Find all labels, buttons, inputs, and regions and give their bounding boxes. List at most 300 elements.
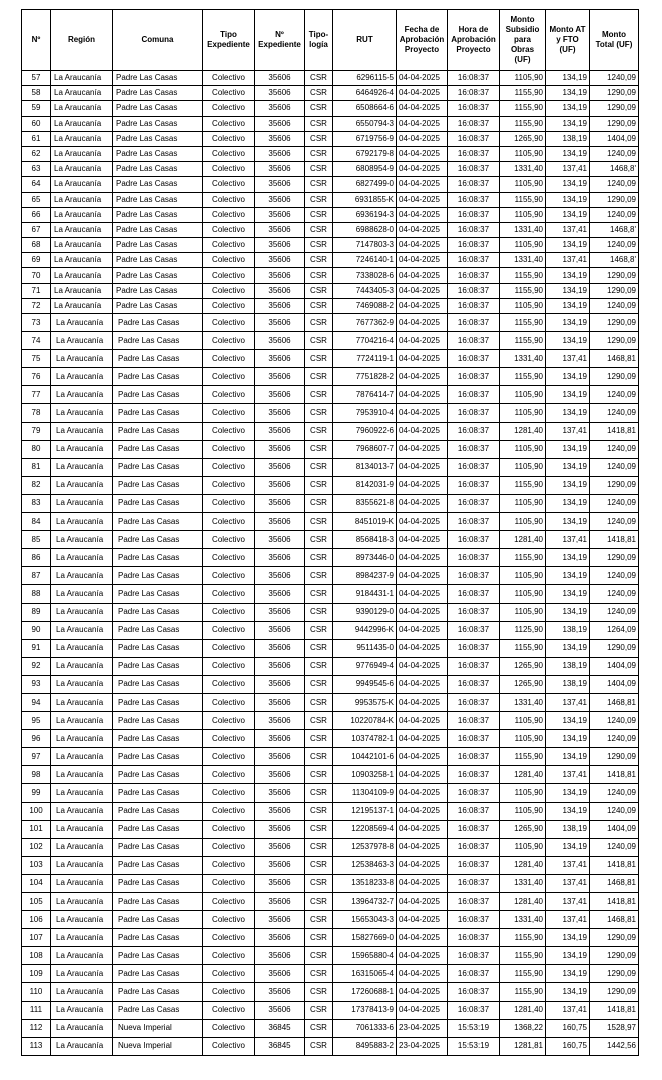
cell-hora-aprobacion: 16:08:37: [448, 476, 500, 494]
data-sheet: [21, 9, 639, 1056]
cell-tipo-expediente: Colectivo: [203, 639, 255, 657]
cell-comuna: Padre Las Casas: [113, 693, 203, 711]
cell-numero-expediente: 35606: [255, 748, 305, 766]
cell-tipo-expediente: Colectivo: [203, 929, 255, 947]
cell-numero-expediente: 35606: [255, 101, 305, 116]
cell-region: La Araucanía: [51, 911, 113, 929]
cell-monto-at-fto: 138,19: [546, 131, 590, 146]
cell-comuna: Padre Las Casas: [113, 838, 203, 856]
cell-monto-at-fto: 134,19: [546, 458, 590, 476]
cell-hora-aprobacion: 16:08:37: [448, 283, 500, 298]
cell-fecha-aprobacion: 04-04-2025: [397, 1001, 448, 1019]
cell-comuna: Padre Las Casas: [113, 712, 203, 730]
cell-tipo-expediente: Colectivo: [203, 177, 255, 192]
cell-monto-total: 1290,09: [590, 965, 639, 983]
cell-comuna: Padre Las Casas: [113, 766, 203, 784]
cell-numero-expediente: 35606: [255, 192, 305, 207]
cell-comuna: Padre Las Casas: [113, 86, 203, 101]
cell-tipo-expediente: Colectivo: [203, 621, 255, 639]
table-row: [22, 71, 639, 86]
cell-comuna: Padre Las Casas: [113, 71, 203, 86]
cell-monto-subsidio: 1331,40: [500, 162, 546, 177]
cell-monto-subsidio: 1155,90: [500, 368, 546, 386]
cell-monto-subsidio: 1331,40: [500, 911, 546, 929]
cell-monto-at-fto: 134,19: [546, 639, 590, 657]
cell-monto-subsidio: 1281,40: [500, 893, 546, 911]
cell-tipo-expediente: Colectivo: [203, 567, 255, 585]
cell-monto-at-fto: 134,19: [546, 298, 590, 313]
cell-tipo-expediente: Colectivo: [203, 494, 255, 512]
cell-tipo-expediente: Colectivo: [203, 131, 255, 146]
cell-monto-at-fto: 137,41: [546, 856, 590, 874]
cell-hora-aprobacion: 16:08:37: [448, 386, 500, 404]
cell-tipo-expediente: Colectivo: [203, 802, 255, 820]
table-row: [22, 207, 639, 222]
cell-hora-aprobacion: 16:08:37: [448, 101, 500, 116]
cell-hora-aprobacion: 16:08:37: [448, 585, 500, 603]
cell-rut: 15965880-4: [333, 947, 397, 965]
cell-numero-expediente: 35606: [255, 820, 305, 838]
cell-hora-aprobacion: 16:08:37: [448, 238, 500, 253]
cell-fecha-aprobacion: 04-04-2025: [397, 177, 448, 192]
table-row: [22, 531, 639, 549]
cell-region: La Araucanía: [51, 838, 113, 856]
cell-hora-aprobacion: 16:08:37: [448, 766, 500, 784]
cell-region: La Araucanía: [51, 1019, 113, 1037]
cell-hora-aprobacion: 16:08:37: [448, 422, 500, 440]
cell-numero: 109: [22, 965, 51, 983]
cell-hora-aprobacion: 16:08:37: [448, 494, 500, 512]
cell-monto-subsidio: 1155,90: [500, 192, 546, 207]
cell-comuna: Padre Las Casas: [113, 146, 203, 161]
cell-numero-expediente: 36845: [255, 1037, 305, 1055]
cell-rut: 7751828-2: [333, 368, 397, 386]
cell-tipo-expediente: Colectivo: [203, 116, 255, 131]
cell-region: La Araucanía: [51, 268, 113, 283]
cell-region: La Araucanía: [51, 712, 113, 730]
cell-numero-expediente: 35606: [255, 314, 305, 332]
cell-fecha-aprobacion: 04-04-2025: [397, 639, 448, 657]
table-row: [22, 730, 639, 748]
cell-hora-aprobacion: 16:08:37: [448, 929, 500, 947]
cell-region: La Araucanía: [51, 283, 113, 298]
cell-comuna: Padre Las Casas: [113, 162, 203, 177]
cell-numero: 111: [22, 1001, 51, 1019]
cell-hora-aprobacion: 15:53:19: [448, 1019, 500, 1037]
cell-rut: 7704216-4: [333, 332, 397, 350]
cell-monto-at-fto: 134,19: [546, 116, 590, 131]
cell-fecha-aprobacion: 04-04-2025: [397, 820, 448, 838]
cell-monto-subsidio: 1105,90: [500, 513, 546, 531]
cell-hora-aprobacion: 16:08:37: [448, 621, 500, 639]
cell-fecha-aprobacion: 04-04-2025: [397, 603, 448, 621]
cell-hora-aprobacion: 16:08:37: [448, 730, 500, 748]
cell-region: La Araucanía: [51, 603, 113, 621]
cell-comuna: Padre Las Casas: [113, 675, 203, 693]
cell-hora-aprobacion: 16:08:37: [448, 784, 500, 802]
cell-region: La Araucanía: [51, 207, 113, 222]
cell-comuna: Padre Las Casas: [113, 657, 203, 675]
cell-fecha-aprobacion: 04-04-2025: [397, 192, 448, 207]
cell-tipologia: CSR: [305, 458, 333, 476]
cell-rut: 10442101-6: [333, 748, 397, 766]
cell-monto-total: 1290,09: [590, 929, 639, 947]
cell-tipo-expediente: Colectivo: [203, 1001, 255, 1019]
cell-numero-expediente: 35606: [255, 476, 305, 494]
cell-monto-at-fto: 138,19: [546, 675, 590, 693]
cell-tipologia: CSR: [305, 192, 333, 207]
cell-rut: 9390129-0: [333, 603, 397, 621]
cell-tipologia: CSR: [305, 802, 333, 820]
cell-monto-at-fto: 134,19: [546, 947, 590, 965]
cell-numero: 85: [22, 531, 51, 549]
cell-numero-expediente: 35606: [255, 71, 305, 86]
cell-monto-subsidio: 1281,40: [500, 531, 546, 549]
cell-monto-subsidio: 1155,90: [500, 332, 546, 350]
cell-fecha-aprobacion: 04-04-2025: [397, 621, 448, 639]
cell-monto-at-fto: 137,41: [546, 222, 590, 237]
cell-numero: 88: [22, 585, 51, 603]
table-row: [22, 476, 639, 494]
cell-monto-total: 1418,81: [590, 422, 639, 440]
cell-numero-expediente: 35606: [255, 404, 305, 422]
cell-fecha-aprobacion: 04-04-2025: [397, 947, 448, 965]
cell-monto-total: 1240,09: [590, 784, 639, 802]
cell-tipologia: CSR: [305, 386, 333, 404]
table-row: [22, 177, 639, 192]
cell-monto-subsidio: 1155,90: [500, 116, 546, 131]
cell-monto-subsidio: 1105,90: [500, 177, 546, 192]
cell-region: La Araucanía: [51, 513, 113, 531]
cell-fecha-aprobacion: 04-04-2025: [397, 929, 448, 947]
cell-monto-subsidio: 1281,40: [500, 1001, 546, 1019]
table-row: [22, 458, 639, 476]
cell-monto-total: 1240,09: [590, 207, 639, 222]
cell-numero: 58: [22, 86, 51, 101]
cell-tipo-expediente: Colectivo: [203, 386, 255, 404]
cell-numero-expediente: 35606: [255, 893, 305, 911]
table-row: [22, 766, 639, 784]
cell-tipo-expediente: Colectivo: [203, 1019, 255, 1037]
cell-monto-total: 1468,81: [590, 911, 639, 929]
cell-comuna: Padre Las Casas: [113, 386, 203, 404]
cell-monto-total: 1240,09: [590, 730, 639, 748]
table-row: [22, 585, 639, 603]
cell-monto-subsidio: 1105,90: [500, 238, 546, 253]
cell-monto-total: 1240,09: [590, 838, 639, 856]
cell-monto-total: 1404,09: [590, 675, 639, 693]
cell-comuna: Padre Las Casas: [113, 911, 203, 929]
header-monto-at-fto: Monto AT y FTO (UF): [546, 10, 590, 71]
cell-numero: 74: [22, 332, 51, 350]
cell-fecha-aprobacion: 04-04-2025: [397, 238, 448, 253]
cell-monto-at-fto: 134,19: [546, 585, 590, 603]
cell-tipologia: CSR: [305, 965, 333, 983]
cell-tipo-expediente: Colectivo: [203, 838, 255, 856]
cell-region: La Araucanía: [51, 404, 113, 422]
cell-monto-subsidio: 1105,90: [500, 146, 546, 161]
cell-comuna: Padre Las Casas: [113, 730, 203, 748]
cell-numero-expediente: 35606: [255, 947, 305, 965]
cell-comuna: Padre Las Casas: [113, 116, 203, 131]
cell-fecha-aprobacion: 04-04-2025: [397, 253, 448, 268]
cell-hora-aprobacion: 16:08:37: [448, 820, 500, 838]
cell-tipologia: CSR: [305, 146, 333, 161]
cell-tipo-expediente: Colectivo: [203, 162, 255, 177]
cell-tipologia: CSR: [305, 983, 333, 1001]
cell-monto-at-fto: 134,19: [546, 784, 590, 802]
cell-rut: 13964732-7: [333, 893, 397, 911]
table-row: [22, 603, 639, 621]
cell-fecha-aprobacion: 04-04-2025: [397, 893, 448, 911]
cell-tipo-expediente: Colectivo: [203, 404, 255, 422]
table-row: [22, 298, 639, 313]
cell-numero: 110: [22, 983, 51, 1001]
cell-region: La Araucanía: [51, 71, 113, 86]
cell-tipo-expediente: Colectivo: [203, 146, 255, 161]
cell-monto-at-fto: 134,19: [546, 146, 590, 161]
header-monto-total: Monto Total (UF): [590, 10, 639, 71]
cell-tipologia: CSR: [305, 162, 333, 177]
cell-tipologia: CSR: [305, 476, 333, 494]
cell-rut: 13518233-8: [333, 874, 397, 892]
cell-numero-expediente: 35606: [255, 513, 305, 531]
cell-comuna: Padre Las Casas: [113, 177, 203, 192]
cell-numero: 64: [22, 177, 51, 192]
cell-hora-aprobacion: 16:08:37: [448, 549, 500, 567]
cell-region: La Araucanía: [51, 965, 113, 983]
cell-hora-aprobacion: 16:08:37: [448, 177, 500, 192]
cell-tipo-expediente: Colectivo: [203, 748, 255, 766]
table-row: [22, 567, 639, 585]
cell-comuna: Padre Las Casas: [113, 549, 203, 567]
cell-fecha-aprobacion: 04-04-2025: [397, 131, 448, 146]
cell-region: La Araucanía: [51, 350, 113, 368]
table-row: [22, 784, 639, 802]
cell-numero-expediente: 35606: [255, 131, 305, 146]
cell-tipo-expediente: Colectivo: [203, 86, 255, 101]
cell-numero-expediente: 35606: [255, 567, 305, 585]
cell-region: La Araucanía: [51, 386, 113, 404]
cell-monto-at-fto: 134,19: [546, 965, 590, 983]
cell-tipo-expediente: Colectivo: [203, 422, 255, 440]
cell-monto-subsidio: 1105,90: [500, 802, 546, 820]
cell-hora-aprobacion: 16:08:37: [448, 712, 500, 730]
cell-tipo-expediente: Colectivo: [203, 585, 255, 603]
cell-monto-subsidio: 1105,90: [500, 71, 546, 86]
cell-monto-at-fto: 134,19: [546, 838, 590, 856]
cell-hora-aprobacion: 16:08:37: [448, 567, 500, 585]
cell-numero: 63: [22, 162, 51, 177]
cell-numero: 76: [22, 368, 51, 386]
cell-monto-at-fto: 137,41: [546, 766, 590, 784]
cell-fecha-aprobacion: 04-04-2025: [397, 730, 448, 748]
cell-rut: 9776949-4: [333, 657, 397, 675]
cell-numero: 59: [22, 101, 51, 116]
cell-monto-subsidio: 1331,40: [500, 350, 546, 368]
cell-comuna: Padre Las Casas: [113, 314, 203, 332]
cell-tipologia: CSR: [305, 730, 333, 748]
cell-rut: 15653043-3: [333, 911, 397, 929]
cell-region: La Araucanía: [51, 639, 113, 657]
cell-numero-expediente: 35606: [255, 929, 305, 947]
cell-tipo-expediente: Colectivo: [203, 458, 255, 476]
cell-numero: 72: [22, 298, 51, 313]
cell-fecha-aprobacion: 04-04-2025: [397, 207, 448, 222]
cell-fecha-aprobacion: 04-04-2025: [397, 162, 448, 177]
table-row: [22, 146, 639, 161]
cell-rut: 10220784-K: [333, 712, 397, 730]
cell-monto-at-fto: 134,19: [546, 332, 590, 350]
cell-hora-aprobacion: 16:08:37: [448, 404, 500, 422]
cell-tipologia: CSR: [305, 585, 333, 603]
cell-tipologia: CSR: [305, 639, 333, 657]
cell-fecha-aprobacion: 04-04-2025: [397, 766, 448, 784]
cell-monto-subsidio: 1105,90: [500, 567, 546, 585]
table-row: [22, 838, 639, 856]
cell-comuna: Padre Las Casas: [113, 639, 203, 657]
cell-tipologia: CSR: [305, 603, 333, 621]
cell-tipo-expediente: Colectivo: [203, 513, 255, 531]
cell-monto-at-fto: 138,19: [546, 621, 590, 639]
cell-hora-aprobacion: 16:08:37: [448, 693, 500, 711]
cell-monto-total: 1290,09: [590, 116, 639, 131]
cell-tipo-expediente: Colectivo: [203, 603, 255, 621]
cell-tipo-expediente: Colectivo: [203, 712, 255, 730]
cell-tipologia: CSR: [305, 549, 333, 567]
cell-comuna: Padre Las Casas: [113, 1001, 203, 1019]
cell-monto-at-fto: 137,41: [546, 422, 590, 440]
cell-rut: 12538463-3: [333, 856, 397, 874]
cell-monto-subsidio: 1265,90: [500, 820, 546, 838]
cell-numero: 95: [22, 712, 51, 730]
cell-rut: 7338028-6: [333, 268, 397, 283]
cell-numero: 101: [22, 820, 51, 838]
cell-monto-at-fto: 137,41: [546, 893, 590, 911]
cell-monto-total: 1404,09: [590, 820, 639, 838]
cell-numero: 103: [22, 856, 51, 874]
cell-numero-expediente: 35606: [255, 177, 305, 192]
cell-region: La Araucanía: [51, 531, 113, 549]
cell-tipologia: CSR: [305, 1037, 333, 1055]
cell-tipologia: CSR: [305, 332, 333, 350]
cell-hora-aprobacion: 16:08:37: [448, 368, 500, 386]
cell-monto-total: 1240,09: [590, 177, 639, 192]
cell-rut: 6988628-0: [333, 222, 397, 237]
cell-monto-at-fto: 137,41: [546, 1001, 590, 1019]
cell-region: La Araucanía: [51, 893, 113, 911]
cell-fecha-aprobacion: 04-04-2025: [397, 911, 448, 929]
cell-comuna: Padre Las Casas: [113, 207, 203, 222]
cell-tipologia: CSR: [305, 784, 333, 802]
cell-tipologia: CSR: [305, 86, 333, 101]
table-row: [22, 856, 639, 874]
cell-rut: 9949545-6: [333, 675, 397, 693]
cell-monto-at-fto: 134,19: [546, 268, 590, 283]
cell-hora-aprobacion: 16:08:37: [448, 146, 500, 161]
cell-tipo-expediente: Colectivo: [203, 531, 255, 549]
table-row: [22, 494, 639, 512]
cell-hora-aprobacion: 16:08:37: [448, 86, 500, 101]
cell-monto-total: 1290,09: [590, 314, 639, 332]
cell-monto-at-fto: 134,19: [546, 404, 590, 422]
cell-fecha-aprobacion: 04-04-2025: [397, 268, 448, 283]
cell-monto-total: 1290,09: [590, 192, 639, 207]
cell-numero-expediente: 35606: [255, 784, 305, 802]
cell-monto-total: 1290,09: [590, 947, 639, 965]
table-row: [22, 1019, 639, 1037]
cell-numero-expediente: 35606: [255, 146, 305, 161]
cell-numero: 99: [22, 784, 51, 802]
cell-hora-aprobacion: 16:08:37: [448, 657, 500, 675]
cell-tipologia: CSR: [305, 947, 333, 965]
table-row: [22, 748, 639, 766]
cell-numero: 68: [22, 238, 51, 253]
cell-tipo-expediente: Colectivo: [203, 314, 255, 332]
cell-fecha-aprobacion: 04-04-2025: [397, 549, 448, 567]
cell-region: La Araucanía: [51, 820, 113, 838]
cell-monto-subsidio: 1155,90: [500, 947, 546, 965]
cell-numero-expediente: 35606: [255, 730, 305, 748]
cell-rut: 11304109-9: [333, 784, 397, 802]
cell-region: La Araucanía: [51, 146, 113, 161]
cell-monto-total: 1468,81: [590, 874, 639, 892]
cell-monto-at-fto: 134,19: [546, 238, 590, 253]
cell-monto-at-fto: 134,19: [546, 712, 590, 730]
cell-fecha-aprobacion: 04-04-2025: [397, 513, 448, 531]
cell-comuna: Padre Las Casas: [113, 874, 203, 892]
cell-monto-total: 1290,09: [590, 476, 639, 494]
cell-tipologia: CSR: [305, 207, 333, 222]
cell-region: La Araucanía: [51, 476, 113, 494]
cell-monto-subsidio: 1125,90: [500, 621, 546, 639]
cell-fecha-aprobacion: 04-04-2025: [397, 298, 448, 313]
cell-rut: 8568418-3: [333, 531, 397, 549]
cell-numero-expediente: 35606: [255, 911, 305, 929]
cell-monto-total: 1442,56: [590, 1037, 639, 1055]
cell-numero-expediente: 35606: [255, 549, 305, 567]
cell-tipologia: CSR: [305, 1001, 333, 1019]
cell-monto-total: 1528,97: [590, 1019, 639, 1037]
cell-monto-total: 1418,81: [590, 531, 639, 549]
cell-hora-aprobacion: 16:08:37: [448, 1001, 500, 1019]
cell-monto-at-fto: 134,19: [546, 386, 590, 404]
cell-numero-expediente: 35606: [255, 298, 305, 313]
cell-fecha-aprobacion: 04-04-2025: [397, 146, 448, 161]
cell-numero-expediente: 35606: [255, 440, 305, 458]
cell-fecha-aprobacion: 04-04-2025: [397, 531, 448, 549]
cell-comuna: Padre Las Casas: [113, 222, 203, 237]
cell-monto-at-fto: 138,19: [546, 657, 590, 675]
cell-monto-total: 1240,09: [590, 298, 639, 313]
table-row: [22, 86, 639, 101]
cell-monto-subsidio: 1105,90: [500, 298, 546, 313]
cell-comuna: Padre Las Casas: [113, 585, 203, 603]
cell-tipologia: CSR: [305, 567, 333, 585]
cell-rut: 7443405-3: [333, 283, 397, 298]
cell-hora-aprobacion: 16:08:37: [448, 314, 500, 332]
cell-numero: 83: [22, 494, 51, 512]
cell-tipo-expediente: Colectivo: [203, 368, 255, 386]
table-row: [22, 675, 639, 693]
cell-tipologia: CSR: [305, 621, 333, 639]
table-row: [22, 368, 639, 386]
cell-tipo-expediente: Colectivo: [203, 766, 255, 784]
cell-numero: 94: [22, 693, 51, 711]
table-row: [22, 404, 639, 422]
cell-monto-at-fto: 134,19: [546, 207, 590, 222]
cell-monto-at-fto: 137,41: [546, 531, 590, 549]
